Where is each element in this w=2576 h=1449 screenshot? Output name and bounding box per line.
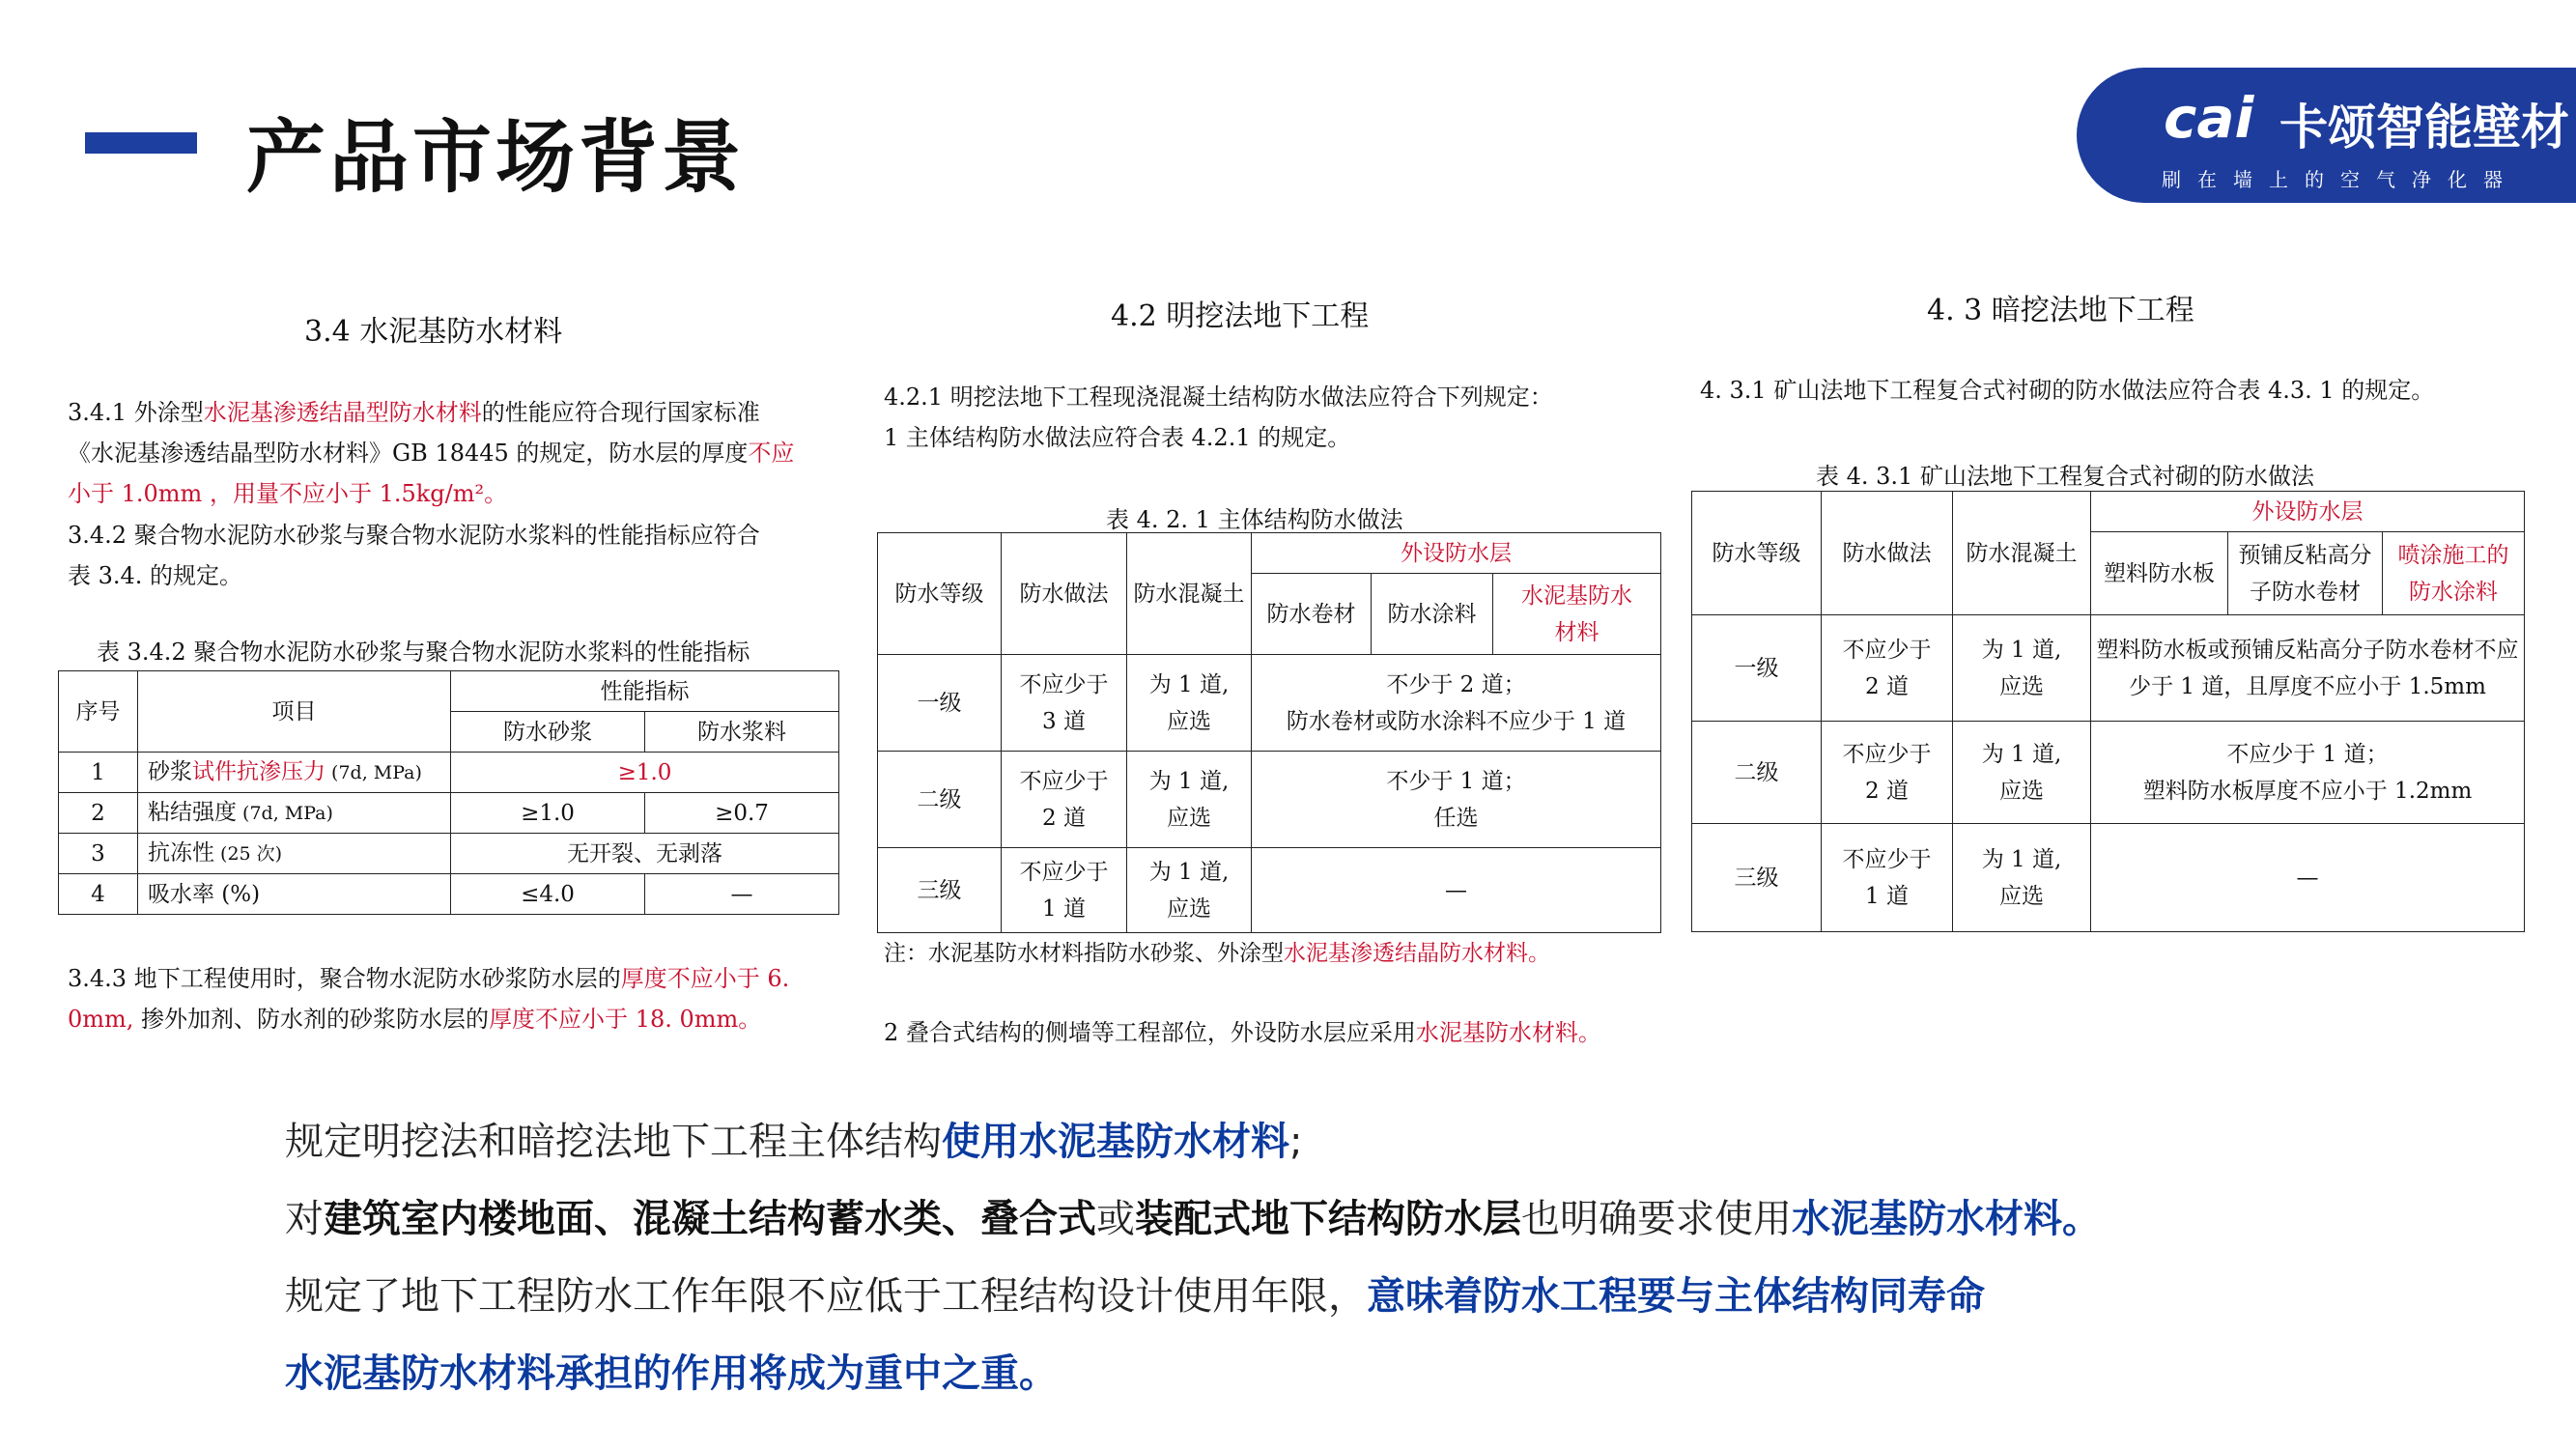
header-no: 序号 bbox=[59, 671, 138, 753]
page-title: 产品市场背景 bbox=[246, 112, 746, 204]
logo-name: 卡颂智能壁材 bbox=[2279, 99, 2569, 156]
section2-table-caption: 表 4. 2. 1 主体结构防水做法 bbox=[1106, 506, 1403, 533]
header-perf: 性能指标 bbox=[451, 671, 839, 712]
table-row: 二级 不应少于 2 道 为 1 道, 应选 不少于 1 道； 任选 bbox=[878, 752, 1661, 848]
header-coating: 防水涂料 bbox=[1372, 574, 1493, 655]
header-grade: 防水等级 bbox=[878, 533, 1002, 655]
title-accent-bar bbox=[85, 132, 197, 154]
logo-slogan: 刷在墙上的空气净化器 bbox=[2162, 168, 2519, 191]
header-concrete: 防水混凝土 bbox=[1127, 533, 1252, 655]
table-row: 三级 不应少于 1 道 为 1 道, 应选 — bbox=[1692, 824, 2525, 932]
header-concrete: 防水混凝土 bbox=[1953, 492, 2091, 615]
header-slurry: 防水浆料 bbox=[645, 712, 839, 753]
section2-note: 注：水泥基防水材料指防水砂浆、外涂型水泥基渗透结晶防水材料。 bbox=[884, 941, 1550, 966]
header-external: 外设防水层 bbox=[1252, 533, 1661, 574]
header-method: 防水做法 bbox=[1002, 533, 1127, 655]
header-grade: 防水等级 bbox=[1692, 492, 1822, 615]
table-row: 3 抗冻性 (25 次) 无开裂、无剥落 bbox=[59, 834, 839, 874]
header-external: 外设防水层 bbox=[2091, 492, 2525, 532]
header-mortar: 防水砂浆 bbox=[451, 712, 645, 753]
logo-mark: cai bbox=[2164, 85, 2254, 151]
section1-table bbox=[58, 670, 839, 915]
table-row: 一级 不应少于 2 道 为 1 道, 应选 塑料防水板或预铺反粘高分子防水卷材不应 少于 1 道，且厚度不应小于 1.5mm bbox=[1692, 615, 2525, 722]
summary-line-2: 对建筑室内楼地面、混凝土结构蓄水类、叠合式或装配式地下结构防水层也明确要求使用水泥基防水材料。 bbox=[285, 1197, 2101, 1241]
section1-title: 3.4 水泥基防水材料 bbox=[304, 315, 563, 349]
section1-table-caption: 表 3.4.2 聚合物水泥防水砂浆与聚合物水泥防水浆料的性能指标 bbox=[97, 639, 750, 666]
section1-para2: 3.4.2 聚合物水泥防水砂浆与聚合物水泥防水浆料的性能指标应符合 表 3.4. 的规定。 bbox=[68, 522, 760, 589]
section3-table bbox=[1691, 491, 2525, 932]
section1-para3: 3.4.3 地下工程使用时，聚合物水泥防水砂浆防水层的厚度不应小于 6. 0mm, 掺外加剂、防水剂的砂浆防水层的厚度不应小于 18. 0mm。 bbox=[68, 965, 790, 1033]
table-row: 一级 不应少于 3 道 为 1 道, 应选 不少于 2 道； 防水卷材或防水涂料不应少于 1 道 bbox=[878, 655, 1661, 752]
header-membrane: 防水卷材 bbox=[1252, 574, 1372, 655]
section2-para1: 4.2.1 明挖法地下工程现浇混凝土结构防水做法应符合下列规定： 1 主体结构防水做法应符合表 4.2.1 的规定。 bbox=[884, 384, 1553, 451]
summary-line-4: 水泥基防水材料承担的作用将成为重中之重。 bbox=[285, 1351, 1058, 1396]
table-row: 2 粘结强度 (7d, MPa) ≥1.0 ≥0.7 bbox=[59, 793, 839, 834]
table-row: 二级 不应少于 2 道 为 1 道, 应选 不应少于 1 道； 塑料防水板厚度不应小于 1.2mm bbox=[1692, 722, 2525, 824]
table-row: 1 砂浆试件抗渗压力 (7d, MPa) ≥1.0 bbox=[59, 753, 839, 793]
section1-para1: 3.4.1 外涂型水泥基渗透结晶型防水材料的性能应符合现行国家标准 《水泥基渗透结晶型防水材料》GB 18445 的规定，防水层的厚度不应 小于 1.0mm ，用量不应小于 1.5kg/m²。 bbox=[68, 399, 795, 507]
section2-table bbox=[877, 532, 1661, 933]
table-row: 三级 不应少于 1 道 为 1 道, 应选 — bbox=[878, 848, 1661, 933]
header-pre: 预铺反粘高分 子防水卷材 bbox=[2228, 532, 2383, 615]
section3-table-caption: 表 4. 3.1 矿山法地下工程复合式衬砌的防水做法 bbox=[1816, 463, 2314, 490]
table-row: 4 吸水率 (%) ≤4.0 — bbox=[59, 874, 839, 915]
header-cement: 水泥基防水 材料 bbox=[1493, 574, 1661, 655]
summary-line-3: 规定了地下工程防水工作年限不应低于工程结构设计使用年限，意味着防水工程要与主体结构同寿命 bbox=[285, 1274, 1985, 1319]
section2-para3: 2 叠合式结构的侧墙等工程部位，外设防水层应采用水泥基防水材料。 bbox=[884, 1019, 1601, 1046]
header-spray: 喷涂施工的 防水涂料 bbox=[2383, 532, 2525, 615]
header-item: 项目 bbox=[138, 671, 451, 753]
section3-title: 4. 3 暗挖法地下工程 bbox=[1927, 294, 2194, 327]
section2-title: 4.2 明挖法地下工程 bbox=[1111, 299, 1370, 333]
summary-line-1: 规定明挖法和暗挖法地下工程主体结构使用水泥基防水材料; bbox=[285, 1120, 1303, 1164]
header-method: 防水做法 bbox=[1822, 492, 1953, 615]
section3-para1: 4. 3.1 矿山法地下工程复合式衬砌的防水做法应符合表 4.3. 1 的规定。 bbox=[1700, 377, 2435, 404]
header-plastic: 塑料防水板 bbox=[2091, 532, 2228, 615]
